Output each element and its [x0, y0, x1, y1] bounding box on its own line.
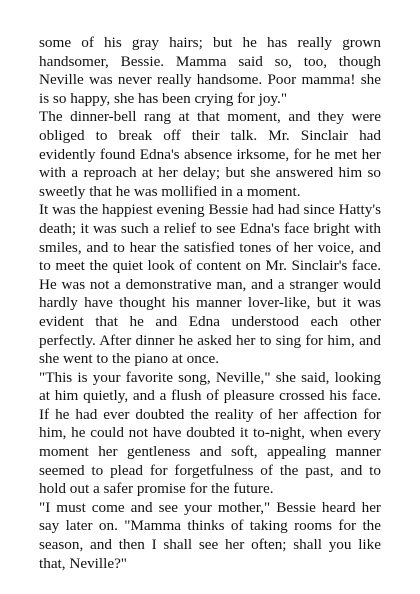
paragraph-2: The dinner-bell rang at that moment, and they were obliged to break off their talk. Mr. Sinclair had evidently found Edna's absence irksome, for he met her with a reproach at her delay; but she answered him so sweetly that he was mollified in a moment. [39, 108, 381, 200]
page-text [39, 34, 381, 573]
paragraph-4: "This is your favorite song, Neville," she said, looking at him quietly, and a flush of pleasure crossed his face. If he had ever doubted the reality of her affection for him, he could not have doubted it to-night, when every moment her gentleness and soft, appealing manner seemed to plead for forgetfulness of the past, and to hold out a safer promise for the future. [39, 368, 381, 498]
paragraph-3: It was the happiest evening Bessie had had since Hatty's death; it was such a relief to see Edna's face bright with smiles, and to hear the satisfied tones of her voice, and to meet the quiet look of content on Mr. Sinclair's face. He was not a demonstrative man, and a stranger would hardly have thought his manner lover-like, but it was evident that he and Edna understood each other perfectly. After dinner he asked her to sing for him, and she went to the piano at once. [39, 201, 381, 368]
paragraph-1: some of his gray hairs; but he has really grown handsomer, Bessie. Mamma said so, too, though Neville was never really handsome. Poor mamma! she is so happy, she has been crying for joy." [39, 34, 381, 107]
paragraph-5: "I must come and see your mother," Bessie heard her say later on. "Mamma thinks of taking rooms for the season, and then I shall see her often; shall you like that, Neville?" [39, 498, 381, 572]
